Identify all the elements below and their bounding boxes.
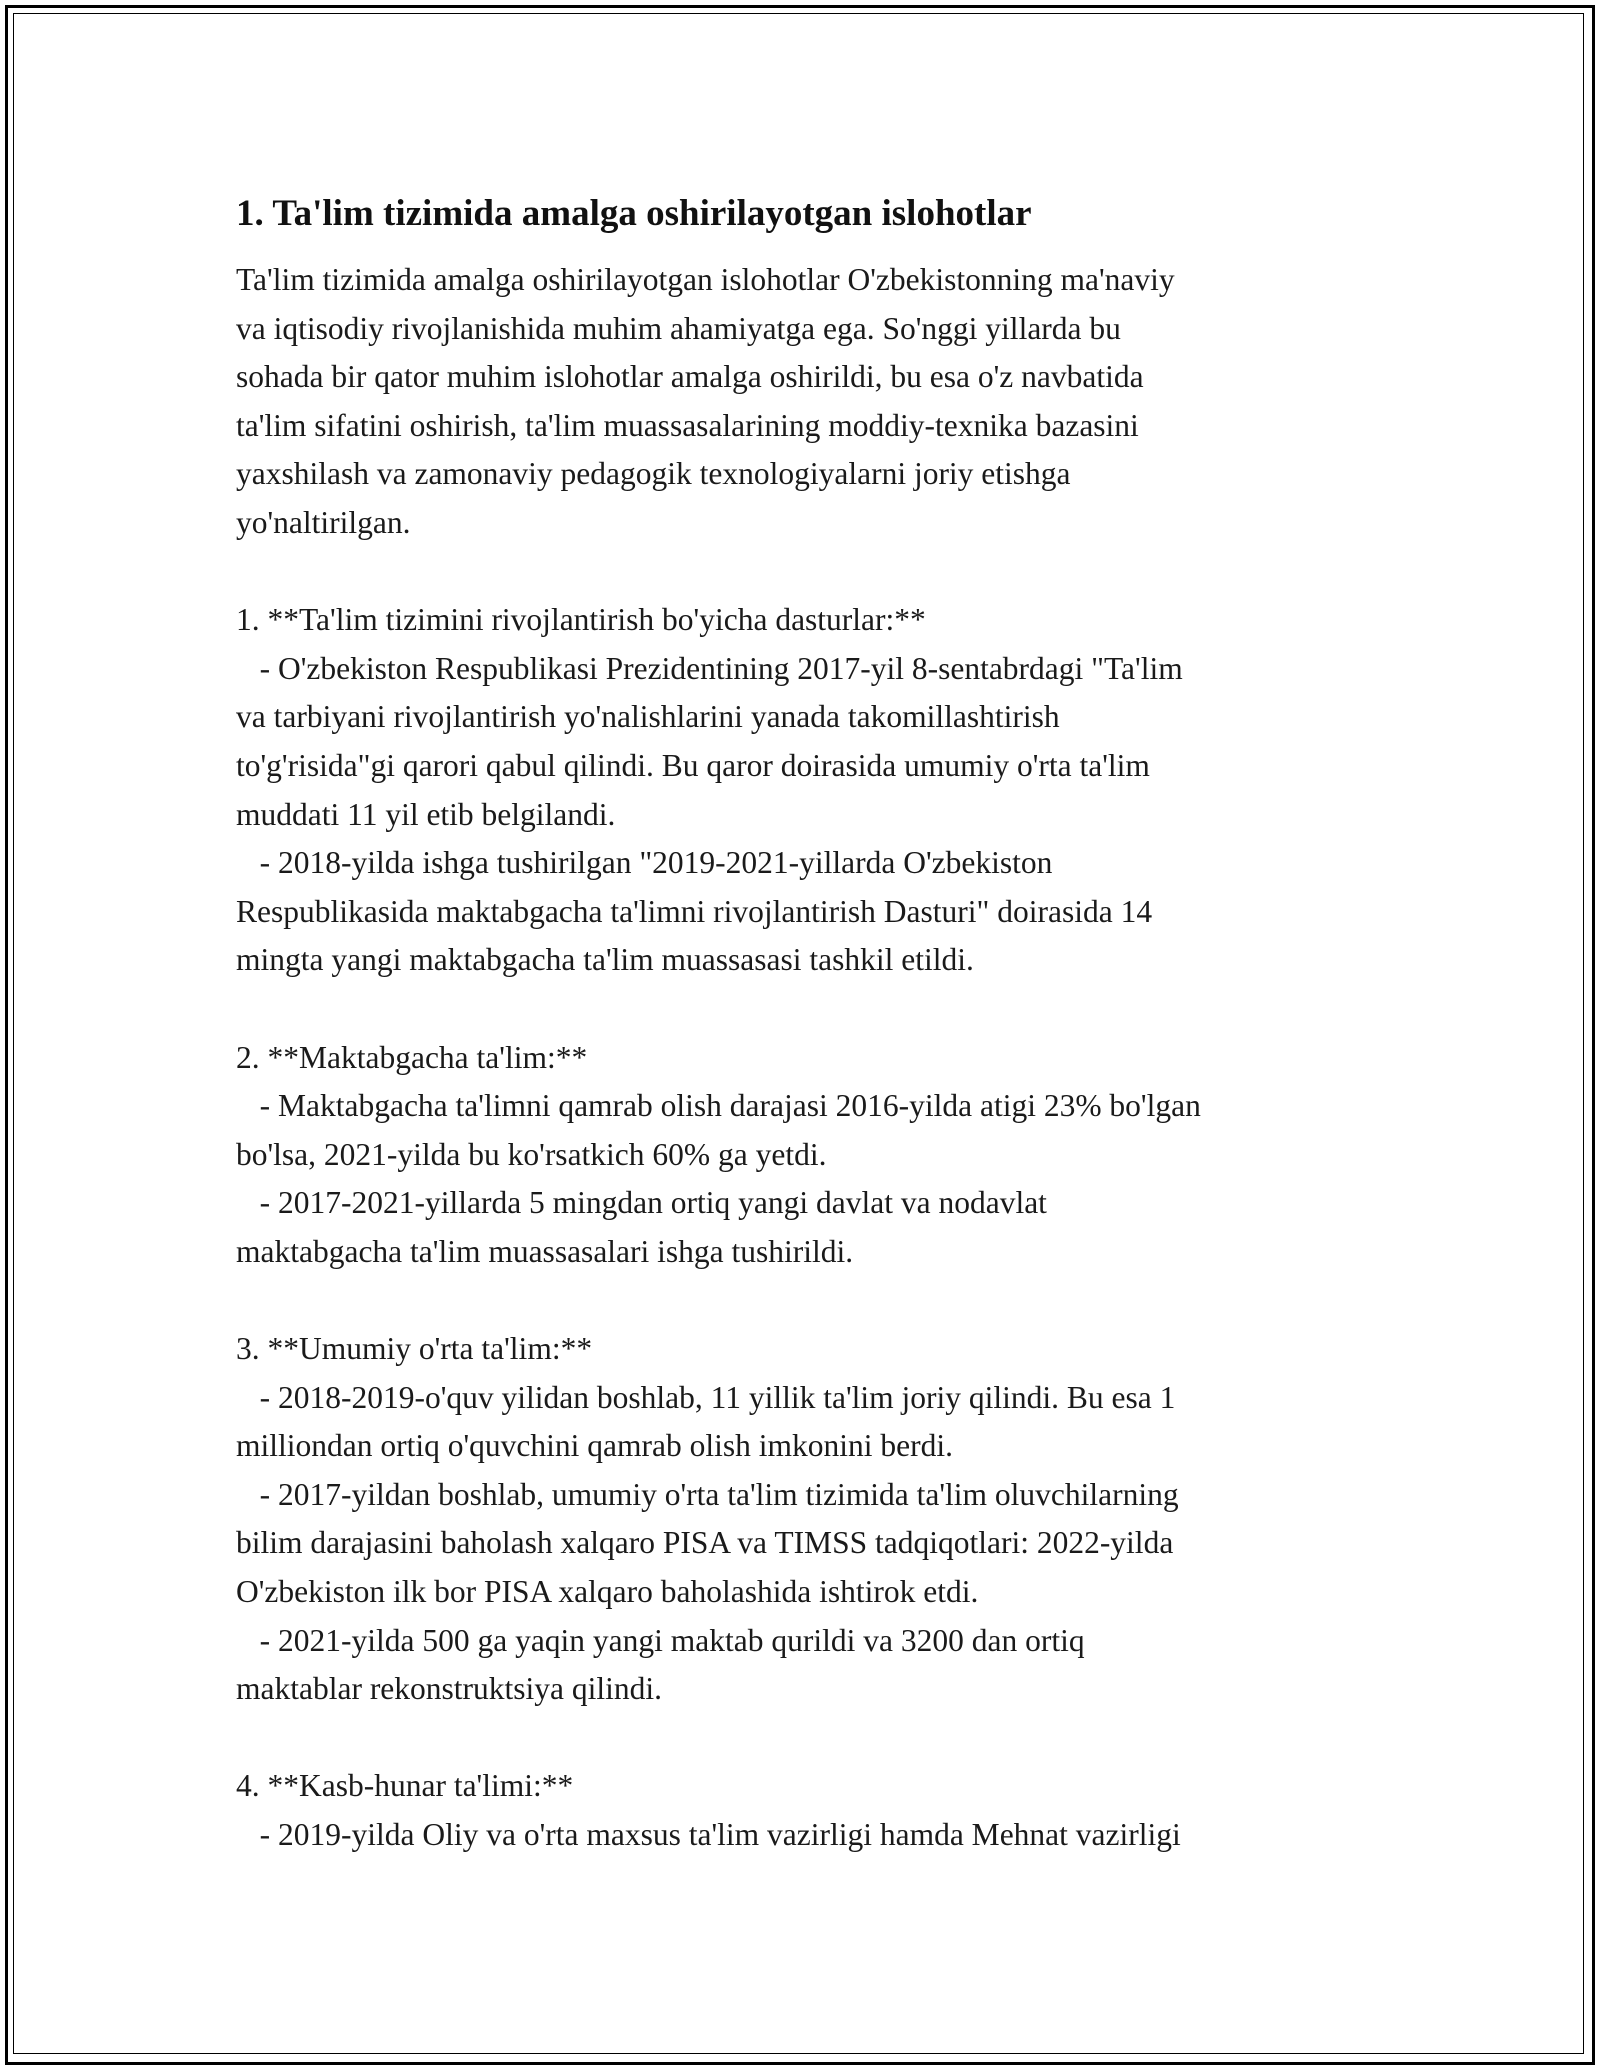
section-body-text: Ta'lim tizimida amalga oshirilayotgan islohotlar O'zbekistonning ma'naviy va iqtisodiy rivojlanishida muhim ahamiyatga ega. So'nggi yillarda bu sohada bir qator muhim islohotlar amalga oshirildi, bu esa o'z navbatida ta'lim sifatini oshirish, ta'lim muassasalarining moddiy-texnika bazasini yaxshilash va zamonaviy pedagogik texnologiyalarni joriy etishga yo'naltirilgan. 1. **Ta'lim tizimini rivojlantirish bo'yicha dasturlar:** - O'zbekiston Respublikasi Prezidentining 2017-yil 8-sentabrdagi "Ta'lim va tarbiyani rivojlantirish yo'nalishlarini yanada takomillashtirish to'g'risida"gi qarori qabul qilindi. Bu qaror doirasida umumiy o'rta ta'lim muddati 11 yil etib belgilandi. - 2018-yilda ishga tushirilgan "2019-2021-yillarda O'zbekiston Respublikasida maktabgacha ta'limni rivojlantirish Dasturi" doirasida 14 mingta yangi maktabgacha ta'lim muassasasi tashkil etildi. 2. **Maktabgacha ta'lim:** - Maktabgacha ta'limni qamrab olish darajasi 2016-yilda atigi 23% bo'lgan bo'lsa, 2021-yilda bu ko'rsatkich 60% ga yetdi. - 2017-2021-yillarda 5 mingdan ortiq yangi davlat va nodavlat maktabgacha ta'lim muassasalari ishga tushirildi. 3. **Umumiy o'rta ta'lim:** - 2018-2019-o'quv yilidan boshlab, 11 yillik ta'lim joriy qilindi. Bu esa 1 milliondan ortiq o'quvchini qamrab olish imkonini berdi. - 2017-yildan boshlab, umumiy o'rta ta'lim tizimida ta'lim oluvchilarning bilim darajasini baholash xalqaro PISA va TIMSS tadqiqotlari: 2022-yilda O'zbekiston ilk bor PISA xalqaro baholashida ishtirok etdi. - 2021-yilda 500 ga yaqin yangi maktab qurildi va 3200 dan ortiq maktablar rekonstruktsiya qilindi. 4. **Kasb-hunar ta'limi:** - 2019-yilda Oliy va o'rta maxsus ta'lim vazirligi hamda Mehnat vazirligi bbox=[236, 262, 1201, 1852]
document-content bbox=[236, 188, 1386, 1860]
section-heading: 1. Ta'lim tizimida amalga oshirilayotgan islohotlar bbox=[236, 193, 1032, 234]
